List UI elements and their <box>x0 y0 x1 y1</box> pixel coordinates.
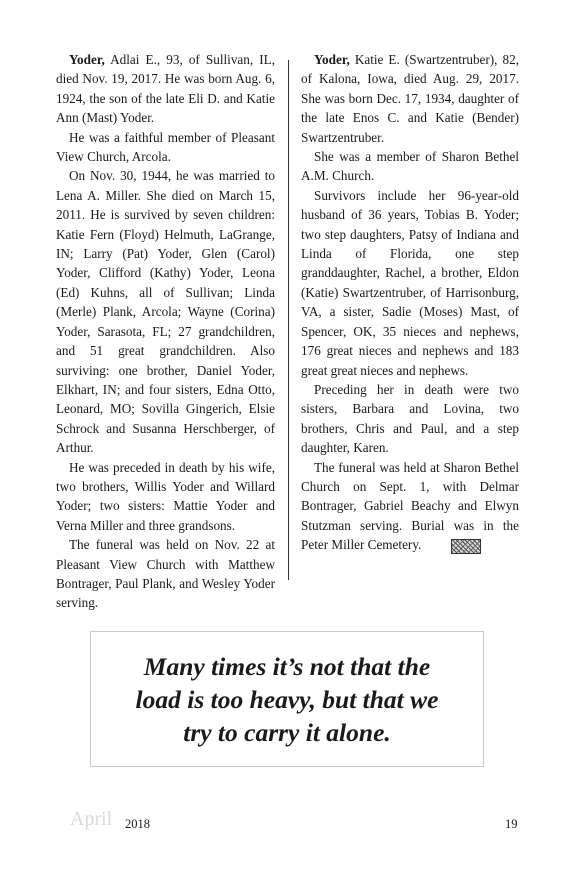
obituary-adlai-yoder <box>56 50 275 613</box>
quote-line: load is too heavy, but that we <box>135 684 439 714</box>
obituary-paragraph: She was a member of Sharon Bethel A.M. Church. <box>301 149 519 184</box>
quote-box <box>90 631 484 767</box>
obituary-paragraph: Yoder, Katie E. (Swartzentruber), 82, of Kalona, Iowa, died Aug. 29, 2017. She was born Dec. 17, 1934, daughter of the late Enos C. and Katie (Bender) Swartzentruber. <box>301 52 519 145</box>
footer-month: April <box>70 808 113 830</box>
obituary-paragraph: Yoder, Adlai E., 93, of Sullivan, IL, died Nov. 19, 2017. He was born Aug. 6, 1924, the son of the late Eli D. and Katie Ann (Mast) Yoder. <box>56 52 275 126</box>
obituary-paragraph: The funeral was held on Nov. 22 at Pleasant View Church with Matthew Bontrager, Paul Plank, and Wesley Yoder serving. <box>56 537 275 611</box>
obituary-paragraph: He was preceded in death by his wife, two brothers, Willis Yoder and Willard Yoder; two sisters: Mattie Yoder and Verna Miller and three grandsons. <box>56 459 275 533</box>
obituary-paragraph: He was a faithful member of Pleasant View Church, Arcola. <box>56 129 275 165</box>
end-mark-image-icon <box>451 539 481 554</box>
obituary-name: Yoder, <box>314 52 350 67</box>
obituary-name: Yoder, <box>69 52 105 67</box>
obituary-paragraph: On Nov. 30, 1944, he was married to Lena A. Miller. She died on March 15, 2011. He is survived by seven children: Katie Fern (Floyd) Helmuth, LaGrange, IN; Larry (Pat) Yoder, Glen (Carol) Yoder, Clifford (Kathy) Yoder, Leona (Ed) Kuhns, all of Sullivan; Linda (Merle) Plank, Arcola; Wayne (Corina) Yoder, Sarasota, FL; 27 grandchildren, and 51 great grandchildren. Also surviving: one brother, Daniel Yoder, Elkhart, IN; and four sisters, Edna Otto, Leonard, MO; Sovilla Gingerich, Elsie Schrock and Susanna Herschberger, of Arthur. <box>56 168 275 456</box>
footer-year: 2018 <box>125 817 150 831</box>
column-divider <box>288 60 289 580</box>
quote-line: try to carry it alone. <box>183 717 391 747</box>
page-number: 19 <box>505 817 518 831</box>
obituary-paragraph: Survivors include her 96-year-old husband of 36 years, Tobias B. Yoder; two step daughters, Patsy of Indiana and Linda of Florida, one step granddaughter, Rachel, a brother, Eldon (Katie) Swartzentruber, of Harrisonburg, VA, a sister, Sadie (Moses) Mast, of Spencer, OK, 35 nieces and nephews, 176 great nieces and nephews and 183 great great nieces and nephews. <box>301 187 519 378</box>
quote-text <box>117 650 457 749</box>
obituary-paragraph: Preceding her in death were two sisters, Barbara and Lovina, two brothers, Chris and Paul, and a step daughter, Karen. <box>301 381 519 456</box>
quote-line: Many times it’s not that the <box>143 651 431 681</box>
obituary-paragraph: The funeral was held at Sharon Bethel Church on Sept. 1, with Delmar Bontrager, Gabriel Beachy and Elwyn Stutzman serving. Burial was in the Peter Miller Cemetery. <box>301 459 519 553</box>
obituary-katie-yoder <box>301 50 519 555</box>
